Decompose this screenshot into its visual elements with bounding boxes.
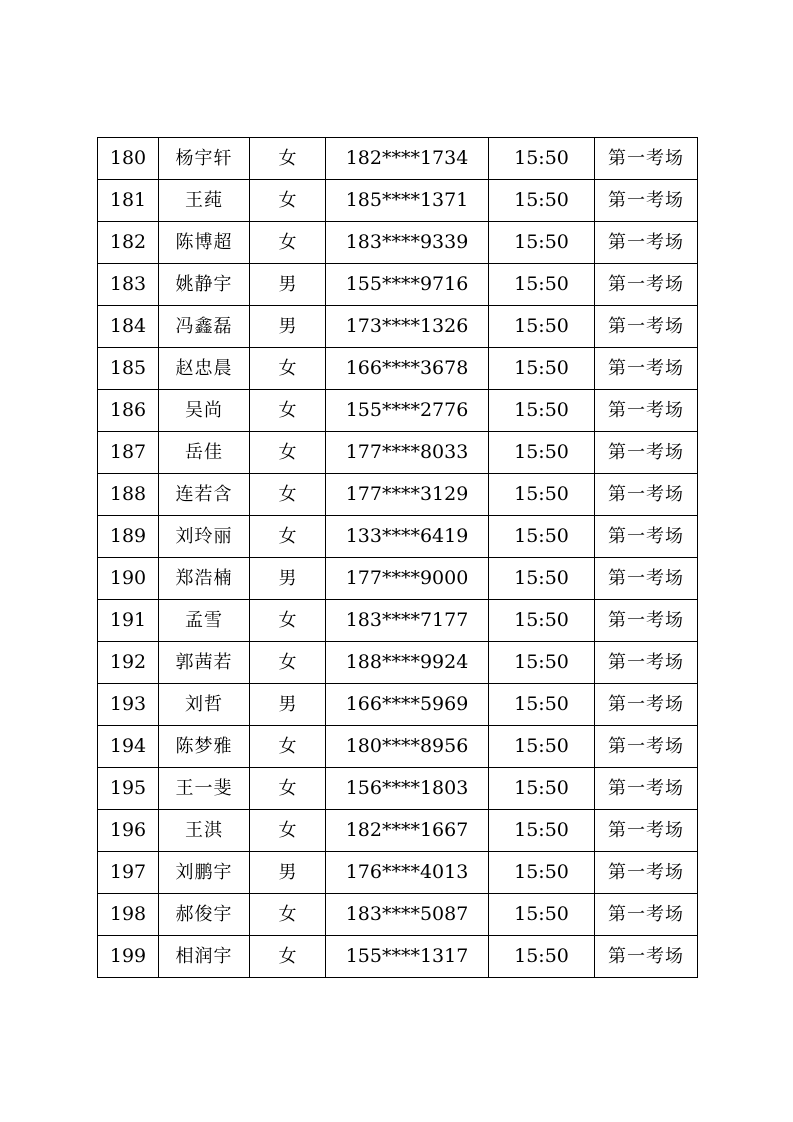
- exam-time-cell: 15:50: [489, 726, 595, 768]
- seat-number-cell: 191: [98, 600, 159, 642]
- phone-number-cell: 182****1667: [326, 810, 489, 852]
- exam-time-cell: 15:50: [489, 474, 595, 516]
- exam-room-cell: 第一考场: [595, 138, 698, 180]
- phone-number-cell: 182****1734: [326, 138, 489, 180]
- candidate-name-cell: 冯鑫磊: [159, 306, 250, 348]
- exam-time-cell: 15:50: [489, 516, 595, 558]
- exam-time-cell: 15:50: [489, 936, 595, 978]
- phone-number-cell: 185****1371: [326, 180, 489, 222]
- candidate-name-cell: 相润宇: [159, 936, 250, 978]
- table-row: [98, 936, 698, 978]
- table-row: [98, 222, 698, 264]
- candidate-table: [97, 137, 698, 978]
- phone-number-cell: 173****1326: [326, 306, 489, 348]
- exam-time-cell: 15:50: [489, 264, 595, 306]
- exam-time-cell: 15:50: [489, 222, 595, 264]
- candidate-name-cell: 王一斐: [159, 768, 250, 810]
- candidate-name-cell: 陈梦雅: [159, 726, 250, 768]
- gender-cell: 女: [250, 600, 326, 642]
- gender-cell: 女: [250, 516, 326, 558]
- table-row: [98, 348, 698, 390]
- exam-room-cell: 第一考场: [595, 516, 698, 558]
- candidate-name-cell: 吴尚: [159, 390, 250, 432]
- exam-room-cell: 第一考场: [595, 558, 698, 600]
- gender-cell: 男: [250, 306, 326, 348]
- exam-room-cell: 第一考场: [595, 390, 698, 432]
- exam-time-cell: 15:50: [489, 348, 595, 390]
- phone-number-cell: 166****5969: [326, 684, 489, 726]
- exam-time-cell: 15:50: [489, 432, 595, 474]
- table-row: [98, 810, 698, 852]
- exam-room-cell: 第一考场: [595, 936, 698, 978]
- seat-number-cell: 184: [98, 306, 159, 348]
- seat-number-cell: 195: [98, 768, 159, 810]
- table-row: [98, 558, 698, 600]
- phone-number-cell: 156****1803: [326, 768, 489, 810]
- phone-number-cell: 177****8033: [326, 432, 489, 474]
- seat-number-cell: 187: [98, 432, 159, 474]
- exam-time-cell: 15:50: [489, 768, 595, 810]
- phone-number-cell: 180****8956: [326, 726, 489, 768]
- exam-room-cell: 第一考场: [595, 264, 698, 306]
- table-row: [98, 264, 698, 306]
- seat-number-cell: 192: [98, 642, 159, 684]
- table-row: [98, 516, 698, 558]
- table-row: [98, 474, 698, 516]
- candidate-name-cell: 刘哲: [159, 684, 250, 726]
- table-row: [98, 306, 698, 348]
- seat-number-cell: 189: [98, 516, 159, 558]
- exam-room-cell: 第一考场: [595, 432, 698, 474]
- seat-number-cell: 194: [98, 726, 159, 768]
- seat-number-cell: 197: [98, 852, 159, 894]
- exam-room-cell: 第一考场: [595, 348, 698, 390]
- seat-number-cell: 193: [98, 684, 159, 726]
- table-row: [98, 138, 698, 180]
- phone-number-cell: 183****9339: [326, 222, 489, 264]
- exam-room-cell: 第一考场: [595, 768, 698, 810]
- candidate-name-cell: 孟雪: [159, 600, 250, 642]
- phone-number-cell: 188****9924: [326, 642, 489, 684]
- exam-room-cell: 第一考场: [595, 894, 698, 936]
- exam-room-cell: 第一考场: [595, 684, 698, 726]
- gender-cell: 女: [250, 726, 326, 768]
- candidate-name-cell: 郝俊宇: [159, 894, 250, 936]
- candidate-name-cell: 刘鹏宇: [159, 852, 250, 894]
- seat-number-cell: 196: [98, 810, 159, 852]
- exam-room-cell: 第一考场: [595, 222, 698, 264]
- gender-cell: 女: [250, 390, 326, 432]
- gender-cell: 女: [250, 642, 326, 684]
- seat-number-cell: 185: [98, 348, 159, 390]
- gender-cell: 女: [250, 222, 326, 264]
- candidate-name-cell: 杨宇轩: [159, 138, 250, 180]
- table-row: [98, 390, 698, 432]
- exam-room-cell: 第一考场: [595, 852, 698, 894]
- seat-number-cell: 198: [98, 894, 159, 936]
- seat-number-cell: 182: [98, 222, 159, 264]
- seat-number-cell: 181: [98, 180, 159, 222]
- candidate-name-cell: 姚静宇: [159, 264, 250, 306]
- seat-number-cell: 186: [98, 390, 159, 432]
- gender-cell: 男: [250, 558, 326, 600]
- exam-time-cell: 15:50: [489, 684, 595, 726]
- exam-room-cell: 第一考场: [595, 180, 698, 222]
- gender-cell: 女: [250, 894, 326, 936]
- gender-cell: 女: [250, 810, 326, 852]
- exam-time-cell: 15:50: [489, 600, 595, 642]
- phone-number-cell: 155****1317: [326, 936, 489, 978]
- exam-room-cell: 第一考场: [595, 642, 698, 684]
- table-row: [98, 180, 698, 222]
- seat-number-cell: 183: [98, 264, 159, 306]
- exam-time-cell: 15:50: [489, 852, 595, 894]
- exam-time-cell: 15:50: [489, 138, 595, 180]
- seat-number-cell: 188: [98, 474, 159, 516]
- phone-number-cell: 183****7177: [326, 600, 489, 642]
- phone-number-cell: 177****9000: [326, 558, 489, 600]
- candidate-name-cell: 陈博超: [159, 222, 250, 264]
- exam-time-cell: 15:50: [489, 306, 595, 348]
- gender-cell: 女: [250, 768, 326, 810]
- exam-time-cell: 15:50: [489, 642, 595, 684]
- table-row: [98, 852, 698, 894]
- seat-number-cell: 180: [98, 138, 159, 180]
- table-row: [98, 726, 698, 768]
- exam-room-cell: 第一考场: [595, 600, 698, 642]
- table-row: [98, 768, 698, 810]
- phone-number-cell: 155****9716: [326, 264, 489, 306]
- gender-cell: 女: [250, 432, 326, 474]
- candidate-name-cell: 王莼: [159, 180, 250, 222]
- gender-cell: 男: [250, 264, 326, 306]
- exam-time-cell: 15:50: [489, 558, 595, 600]
- candidate-name-cell: 赵忠晨: [159, 348, 250, 390]
- table-row: [98, 894, 698, 936]
- exam-room-cell: 第一考场: [595, 306, 698, 348]
- phone-number-cell: 176****4013: [326, 852, 489, 894]
- candidate-table-body: [98, 138, 698, 978]
- seat-number-cell: 199: [98, 936, 159, 978]
- gender-cell: 女: [250, 180, 326, 222]
- exam-room-cell: 第一考场: [595, 810, 698, 852]
- phone-number-cell: 133****6419: [326, 516, 489, 558]
- candidate-name-cell: 岳佳: [159, 432, 250, 474]
- candidate-name-cell: 刘玲丽: [159, 516, 250, 558]
- gender-cell: 女: [250, 936, 326, 978]
- exam-room-cell: 第一考场: [595, 726, 698, 768]
- candidate-name-cell: 连若含: [159, 474, 250, 516]
- gender-cell: 女: [250, 474, 326, 516]
- phone-number-cell: 177****3129: [326, 474, 489, 516]
- exam-room-cell: 第一考场: [595, 474, 698, 516]
- phone-number-cell: 166****3678: [326, 348, 489, 390]
- table-row: [98, 684, 698, 726]
- gender-cell: 女: [250, 138, 326, 180]
- exam-time-cell: 15:50: [489, 894, 595, 936]
- table-row: [98, 600, 698, 642]
- exam-time-cell: 15:50: [489, 180, 595, 222]
- gender-cell: 男: [250, 852, 326, 894]
- phone-number-cell: 155****2776: [326, 390, 489, 432]
- gender-cell: 女: [250, 348, 326, 390]
- candidate-name-cell: 郭茜若: [159, 642, 250, 684]
- table-row: [98, 432, 698, 474]
- candidate-name-cell: 郑浩楠: [159, 558, 250, 600]
- exam-time-cell: 15:50: [489, 390, 595, 432]
- table-row: [98, 642, 698, 684]
- phone-number-cell: 183****5087: [326, 894, 489, 936]
- gender-cell: 男: [250, 684, 326, 726]
- exam-time-cell: 15:50: [489, 810, 595, 852]
- seat-number-cell: 190: [98, 558, 159, 600]
- candidate-name-cell: 王淇: [159, 810, 250, 852]
